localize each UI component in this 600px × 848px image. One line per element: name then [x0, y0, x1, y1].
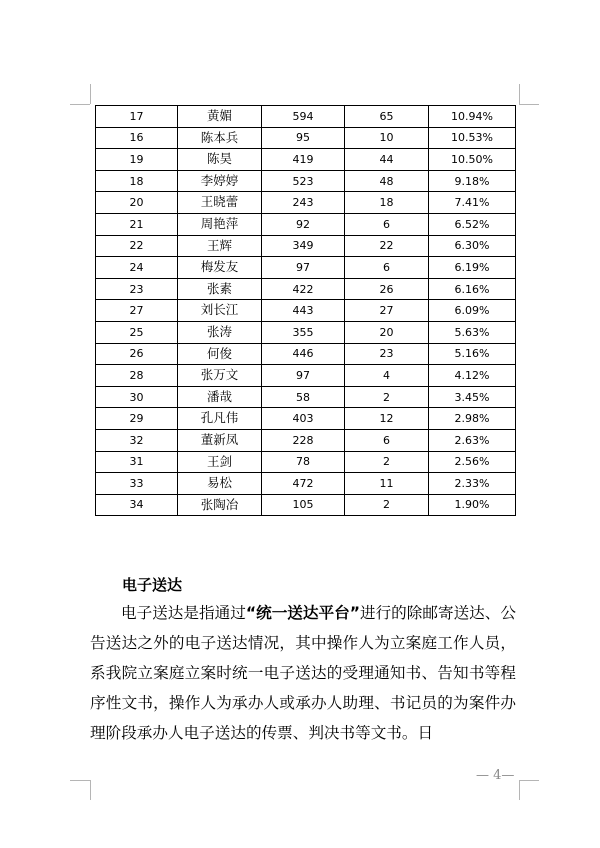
- table-cell-name: 王辉: [178, 235, 262, 257]
- crop-mark: [519, 84, 520, 104]
- table-cell-rank: 30: [96, 386, 178, 408]
- table-row: [96, 386, 516, 408]
- crop-mark: [519, 104, 539, 105]
- table-cell-total: 243: [262, 192, 345, 214]
- table-cell-count: 12: [345, 408, 429, 430]
- paragraph-text: 电子送达是指通过: [121, 604, 246, 622]
- table-cell-rate: 6.19%: [429, 257, 516, 279]
- table-cell-count: 44: [345, 149, 429, 171]
- table-cell-rate: 6.52%: [429, 213, 516, 235]
- table-cell-name: 刘长江: [178, 300, 262, 322]
- table-cell-name: 董新凤: [178, 429, 262, 451]
- table-cell-count: 10: [345, 127, 429, 149]
- table-row: [96, 343, 516, 365]
- table-cell-total: 472: [262, 473, 345, 495]
- table-cell-rank: 21: [96, 213, 178, 235]
- table-cell-name: 王晓蕾: [178, 192, 262, 214]
- crop-mark: [70, 104, 90, 105]
- table-cell-count: 6: [345, 429, 429, 451]
- crop-mark: [519, 780, 539, 781]
- table-cell-count: 18: [345, 192, 429, 214]
- table-cell-rate: 1.90%: [429, 494, 516, 516]
- table-cell-count: 22: [345, 235, 429, 257]
- table-row: [96, 127, 516, 149]
- table-cell-total: 349: [262, 235, 345, 257]
- table-cell-total: 97: [262, 257, 345, 279]
- table-cell-count: 26: [345, 278, 429, 300]
- table-cell-rank: 20: [96, 192, 178, 214]
- table-row: [96, 149, 516, 171]
- table-cell-total: 228: [262, 429, 345, 451]
- table-cell-count: 6: [345, 213, 429, 235]
- table-cell-rank: 17: [96, 106, 178, 128]
- table-cell-name: 张素: [178, 278, 262, 300]
- table-cell-count: 11: [345, 473, 429, 495]
- table-cell-name: 陈昊: [178, 149, 262, 171]
- table-cell-rate: 6.16%: [429, 278, 516, 300]
- table-cell-name: 易松: [178, 473, 262, 495]
- table-cell-rate: 6.30%: [429, 235, 516, 257]
- table-cell-count: 27: [345, 300, 429, 322]
- table-cell-rank: 22: [96, 235, 178, 257]
- table-cell-rate: 5.16%: [429, 343, 516, 365]
- table-cell-total: 446: [262, 343, 345, 365]
- platform-name: “统一送达平台”: [245, 604, 360, 622]
- table-cell-rate: 5.63%: [429, 321, 516, 343]
- table-cell-name: 孔凡伟: [178, 408, 262, 430]
- table-cell-rate: 2.98%: [429, 408, 516, 430]
- table-cell-rank: 33: [96, 473, 178, 495]
- table-cell-rate: 2.56%: [429, 451, 516, 473]
- table-cell-name: 张涛: [178, 321, 262, 343]
- table-cell-count: 6: [345, 257, 429, 279]
- table-cell-count: 2: [345, 494, 429, 516]
- table-row: [96, 192, 516, 214]
- table-cell-name: 潘哉: [178, 386, 262, 408]
- table-cell-name: 张陶冶: [178, 494, 262, 516]
- table-cell-count: 65: [345, 106, 429, 128]
- table-cell-total: 355: [262, 321, 345, 343]
- table-cell-rate: 10.53%: [429, 127, 516, 149]
- table-cell-rank: 28: [96, 365, 178, 387]
- table-row: [96, 494, 516, 516]
- table-cell-rate: 9.18%: [429, 170, 516, 192]
- page-number: — 4—: [476, 768, 515, 783]
- crop-mark: [90, 780, 91, 800]
- table-row: [96, 429, 516, 451]
- table-row: [96, 300, 516, 322]
- table-cell-rank: 18: [96, 170, 178, 192]
- table-cell-count: 2: [345, 451, 429, 473]
- table-cell-rate: 10.50%: [429, 149, 516, 171]
- table-cell-name: 周艳萍: [178, 213, 262, 235]
- table-cell-rate: 4.12%: [429, 365, 516, 387]
- table-row: [96, 451, 516, 473]
- table-cell-rate: 2.63%: [429, 429, 516, 451]
- section-heading: 电子送达: [122, 576, 183, 594]
- table-cell-total: 97: [262, 365, 345, 387]
- table-row: [96, 321, 516, 343]
- table-row: [96, 278, 516, 300]
- table-cell-name: 陈本兵: [178, 127, 262, 149]
- table-cell-count: 2: [345, 386, 429, 408]
- statistics-table: [95, 105, 516, 516]
- table-cell-rank: 16: [96, 127, 178, 149]
- table-cell-total: 58: [262, 386, 345, 408]
- table-cell-name: 李婷婷: [178, 170, 262, 192]
- table-cell-rank: 23: [96, 278, 178, 300]
- table-cell-name: 张万文: [178, 365, 262, 387]
- crop-mark: [90, 84, 91, 104]
- table-cell-count: 20: [345, 321, 429, 343]
- table-cell-rank: 31: [96, 451, 178, 473]
- table-row: [96, 408, 516, 430]
- table-cell-rank: 34: [96, 494, 178, 516]
- table-cell-rank: 25: [96, 321, 178, 343]
- table-cell-rank: 29: [96, 408, 178, 430]
- table-cell-total: 422: [262, 278, 345, 300]
- crop-mark: [519, 780, 520, 800]
- table-cell-rank: 24: [96, 257, 178, 279]
- crop-mark: [70, 780, 90, 781]
- table-cell-rate: 3.45%: [429, 386, 516, 408]
- table-cell-total: 105: [262, 494, 345, 516]
- table-cell-count: 4: [345, 365, 429, 387]
- table-cell-total: 95: [262, 127, 345, 149]
- table-cell-rank: 27: [96, 300, 178, 322]
- table-cell-name: 何俊: [178, 343, 262, 365]
- table-cell-name: 梅发友: [178, 257, 262, 279]
- table-cell-rank: 32: [96, 429, 178, 451]
- table-cell-count: 48: [345, 170, 429, 192]
- paragraph-text: 进行的除邮寄送达、公告送达之外的电子送达情况，其中操作人为立案庭工作人员，系我院立案庭立案时统一电子送达的受理通知书、告知书等程序性文书，操作人为承办人或承办人助理、书记员的为案件办理阶段承办人电子送达的传票、判决书等文书。日: [90, 604, 516, 742]
- table-cell-total: 78: [262, 451, 345, 473]
- table-row: [96, 235, 516, 257]
- table-row: [96, 106, 516, 128]
- table-cell-name: 王剑: [178, 451, 262, 473]
- table-cell-count: 23: [345, 343, 429, 365]
- table-row: [96, 170, 516, 192]
- table-cell-total: 594: [262, 106, 345, 128]
- body-paragraph: [90, 598, 516, 748]
- table-cell-total: 419: [262, 149, 345, 171]
- table-row: [96, 365, 516, 387]
- table-cell-name: 黄媚: [178, 106, 262, 128]
- table-cell-total: 403: [262, 408, 345, 430]
- table-cell-rate: 2.33%: [429, 473, 516, 495]
- table-cell-rate: 7.41%: [429, 192, 516, 214]
- table-cell-total: 92: [262, 213, 345, 235]
- table-cell-rate: 10.94%: [429, 106, 516, 128]
- table-row: [96, 473, 516, 495]
- table-cell-rate: 6.09%: [429, 300, 516, 322]
- table-cell-rank: 19: [96, 149, 178, 171]
- table-cell-rank: 26: [96, 343, 178, 365]
- table-row: [96, 213, 516, 235]
- table-cell-total: 443: [262, 300, 345, 322]
- table-row: [96, 257, 516, 279]
- table-cell-total: 523: [262, 170, 345, 192]
